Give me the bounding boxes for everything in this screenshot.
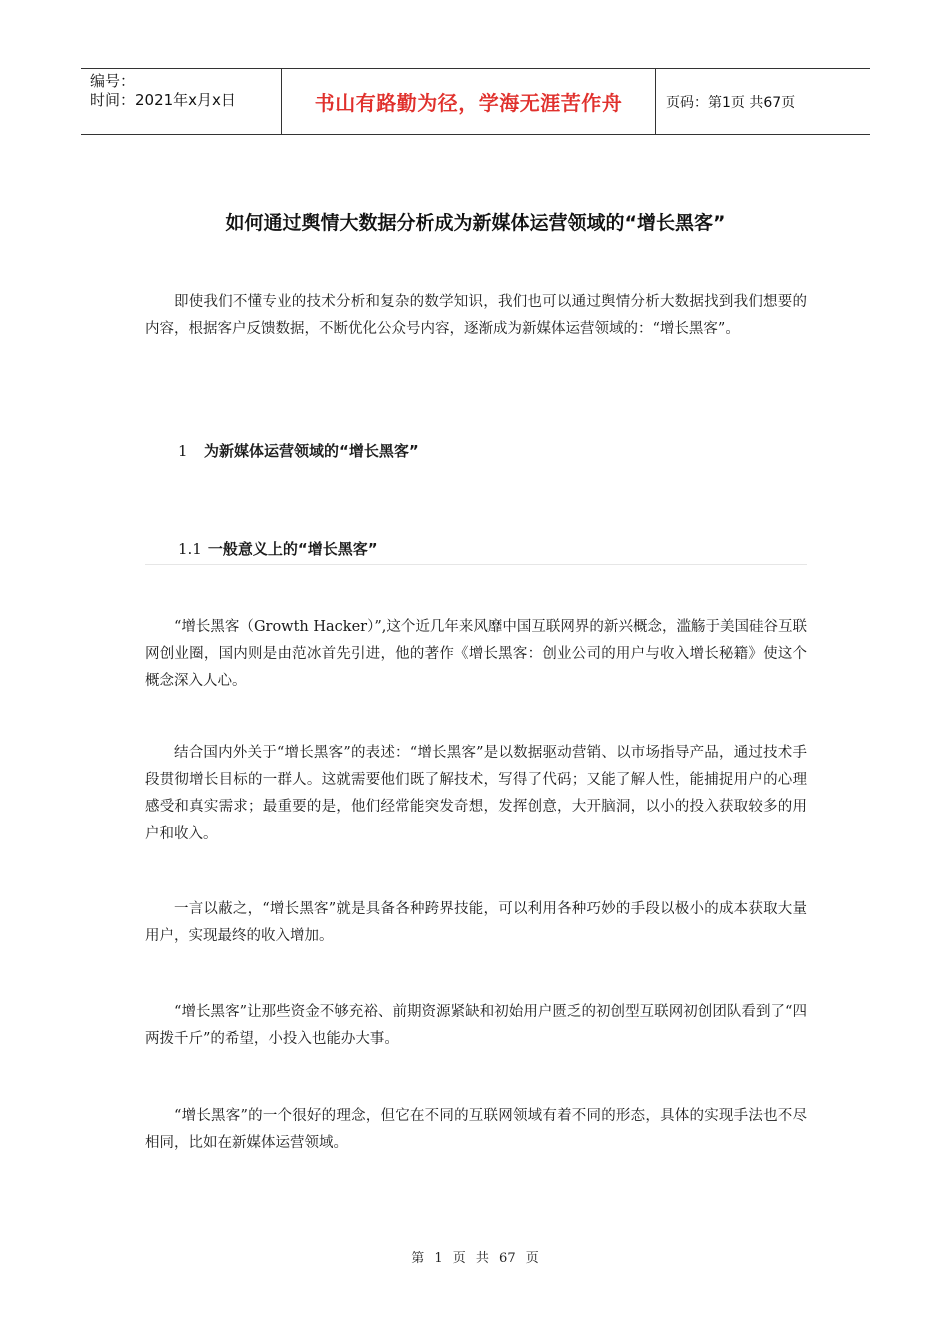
motto: 书山有路勤为径，学海无涯苦作舟 [281, 69, 656, 134]
page-footer: 第 1 页 共 67 页 [411, 1251, 539, 1266]
body-paragraph: “增长黑客”让那些资金不够充裕、前期资源紧缺和初始用户匮乏的初创型互联网初创团队看到了“四两拨千斤”的希望，小投入也能办大事。 [145, 1004, 807, 1047]
page-title: 如何通过舆情大数据分析成为新媒体运营领域的“增长黑客” [225, 212, 726, 234]
page-info: 页码：第1页 共67页 [666, 94, 796, 111]
section-heading-1 [178, 440, 419, 461]
subsection-title: 一般意义上的“增长黑客” [207, 540, 378, 558]
heading-divider [145, 564, 807, 565]
body-paragraph: 结合国内外关于“增长黑客”的表述：“增长黑客”是以数据驱动营销、以市场指导产品，通过技术手段贯彻增长目标的一群人。这就需要他们既了解技术，写得了代码；又能了解人性，能捕捉用户的心理感受和真实需求；最重要的是，他们经常能突发奇想，发挥创意，大开脑洞，以小的投入获取较多的用户和收入。 [145, 745, 807, 842]
header-table [81, 68, 870, 135]
section-title: 为新媒体运营领域的“增长黑客” [204, 442, 419, 460]
body-paragraph: 一言以蔽之，“增长黑客”就是具备各种跨界技能，可以利用各种巧妙的手段以极小的成本获取大量用户，实现最终的收入增加。 [145, 901, 807, 944]
header-meta [81, 69, 281, 134]
time-label: 时间：2021年x月x日 [90, 91, 236, 109]
subsection-number: 1.1 [178, 540, 202, 558]
intro-paragraph: 即使我们不懂专业的技术分析和复杂的数学知识，我们也可以通过舆情分析大数据找到我们想要的内容，根据客户反馈数据，不断优化公众号内容，逐渐成为新媒体运营领域的：“增长黑客”。 [145, 294, 807, 337]
body-paragraph: “增长黑客（Growth Hacker）”,这个近几年来风靡中国互联网界的新兴概念，滥觞于美国硅谷互联网创业圈，国内则是由范冰首先引进，他的著作《增长黑客：创业公司的用户与收入增长秘籍》使这个概念深入人心。 [145, 619, 807, 689]
section-number: 1 [178, 442, 188, 460]
number-label: 编号： [90, 72, 136, 90]
body-paragraph: “增长黑客”的一个很好的理念，但它在不同的互联网领域有着不同的形态，具体的实现手法也不尽相同，比如在新媒体运营领域。 [145, 1108, 807, 1151]
section-heading-1-1 [178, 538, 378, 559]
